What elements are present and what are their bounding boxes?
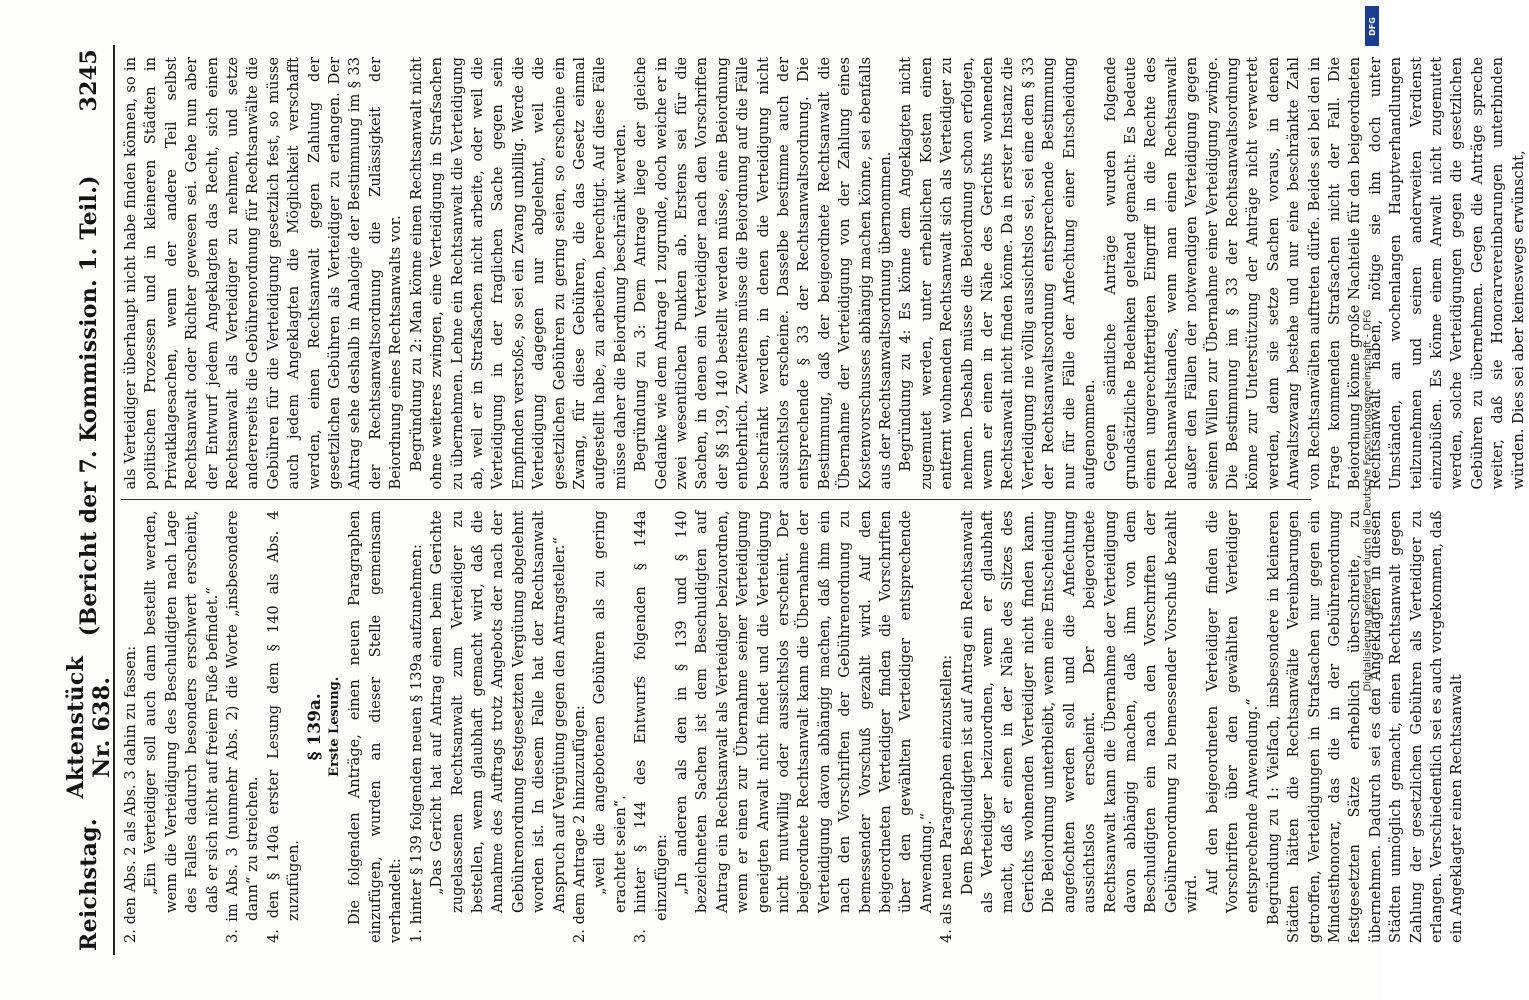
paragraph: 2. dem Antrage 2 hinzuzufügen: — [570, 705, 588, 943]
paragraph: 1. hinter § 139 folgenden neuen § 139a aufzunehmen: — [407, 544, 425, 943]
paragraph: Die folgenden Anträge, einen neuen Paragraphen einzufügen, wurden an dieser Stelle gemeinsam verhandelt: — [346, 510, 405, 943]
header-report-title: (Bericht der 7. Kommission. 1. Teil.) — [76, 175, 102, 637]
column-right — [121, 49, 1527, 498]
paragraph: Gegen sämtliche Anträge wurden folgende grundsätzliche Bedenken geltend gemacht: Es bedeute einen ungerechtfertigten Eingriff in die Rechte des Rechtsanwaltstandes, wenn man einen Rechtsanwalt außer den Fällen der notwendigen Verteidigung gegen seinen Willen zur Übernahme einer Verteidigung zwinge. Die Bestimmung im § 33 der Rechtsanwaltsordnung könne zur Unterstützung der Anträge nicht verwertet werden, denn sie setze Sachen voraus, in denen Anwaltszwang bestehe und nur eine beschränkte Zahl von Rechtsanwälten auftreten dürfe. Beides sei bei den in Frage kommenden Strafsachen nicht der Fall. Die Beiordnung könne große Nachteile für den beigeordneten Rechtsanwalt haben, nötige sie ihn doch unter Umständen, an wochenlangen Hauptverhandlungen teilzunehmen und seinen anderweiten Verdienst einzubüßen. Es könne einem Anwalt nicht zugemutet werden, solche Verteidigungen gegen die gesetzlichen Gebühren zu übernehmen. Gegen die Anträge spreche weiter, daß sie Honorarvereinbarungen unterbinden würden. Dies sei aber keineswegs erwünscht, — [1101, 57, 1527, 490]
paragraph: Begründung zu 2: Man könne einen Rechtsanwalt nicht ohne weiteres zwingen, eine Verteidigung in Strafsachen zu übernehmen. Lehne ein Rechtsanwalt die Verteidigung ab, weil er in Strafsachen nicht arbeite, oder weil die Verteidigung in der fraglichen Sache gegen sein Empfinden verstoße, so sei ein Zwang unbillig. Werde die Verteidigung dagegen nur abgelehnt, weil die gesetzlichen Gebühren zu gering seien, so erscheine ein Zwang, für diese Gebühren, die das Gesetz einmal aufgestellt habe, zu arbeiten, berechtigt. Auf diese Fälle müsse daher die Beiordnung beschränkt werden. — [407, 57, 629, 490]
digitization-note-text: Digitalisierung gefördert durch die Deutsche Forschungsgemeinschaft - DFG — [1362, 308, 1374, 692]
paragraph: Auf den beigeordneten Verteidiger finden die Vorschriften über den gewählten Verteidiger entsprechende Anwendung.“ — [1203, 510, 1262, 913]
page-number: 3245 — [76, 49, 102, 112]
paragraph: „weil die angebotenen Gebühren als zu gering erachtet seien“. — [591, 510, 629, 913]
paragraph: 3. hinter § 144 des Entwurfs folgenden § 144a einzufügen: — [632, 510, 670, 943]
paragraph: 3. im Abs. 3 (nunmehr Abs. 2) die Worte „insbesondere dann“ zu streichen. — [224, 510, 262, 943]
paragraph: Begründung zu 1: Vielfach, insbesondere in kleineren Städten hätten die Rechtsanwälte Vereinbarungen getroffen, Verteidigungen in Strafsachen nur gegen ein Mindesthonorar, das die in der Gebührenordnung festgesetzten Sätze erheblich überschreite, zu übernehmen. Dadurch sei es den Angeklagten in diesen Städten unmöglich gemacht, einen Rechtsanwalt gegen Zahlung der gesetzlichen Gebühren als Verteidiger zu erlangen. Verschiedentlich sei es auch vorgekommen, daß ein Angeklagter einen Rechtsanwalt — [1264, 510, 1466, 943]
paragraph: Begründung zu 3: Dem Antrage liege der gleiche Gedanke wie dem Antrage 1 zugrunde, doch weiche er in zwei wesentlichen Punkten ab. Erstens sei für die Sachen, in denen ein Verteidiger nach den Vorschriften der §§ 139, 140 bestellt werden müsse, eine Beiordnung entbehrlich. Zweitens müsse die Beiordnung auf die Fälle beschränkt werden, in denen die Verteidigung nicht aussichtslos erscheine. Dasselbe bestimme auch der entsprechende § 33 der Rechtsanwaltsordnung. Die Bestimmung, daß der beigeordnete Rechtsanwalt die Übernahme der Verteidigung von der Zahlung eines Kostenvorschusses abhängig machen könne, sei ebenfalls aus der Rechtsanwaltsordnung übernommen. — [632, 57, 895, 490]
paragraph: 2. den Abs. 2 als Abs. 3 dahin zu fassen: — [122, 645, 139, 943]
paragraph: Dem Beschuldigten ist auf Antrag ein Rechtsanwalt als Verteidiger beizuordnen, wenn er glaubhaft macht, daß er einen in der Nähe des Sitzes des Gerichts wohnenden Verteidiger nicht finden kann. Die Beiordnung unterbleibt, wenn eine Entscheidung angefochten werden soll und die Anfechtung aussichtslos erscheint. Der beigeordnete Rechtsanwalt kann die Übernahme der Verteidigung davon abhängig machen, daß ihm von dem Beschuldigten ein nach den Vorschriften der Gebührenordnung zu bemessender Vorschuß bezahlt wird. — [958, 510, 1201, 913]
header-right — [76, 49, 102, 636]
paragraph: „In anderen als den in § 139 und § 140 bezeichneten Sachen ist dem Beschuldigten auf Antrag ein Rechtsanwalt als Verteidiger beizuordnen, wenn er einen zur Übernahme seiner Verteidigung geneigten Anwalt nicht findet und die Verteidigung nicht mutwillig oder aussichtslos erscheint. Der beigeordnete Rechtsanwalt kann die Übernahme der Verteidigung davon abhängig machen, daß ihm ein nach den Vorschriften der Gebührenordnung zu bemessender Vorschuß gezahlt wird. Auf den beigeordneten Verteidiger finden die Vorschriften über den gewählten Verteidiger entsprechende Anwendung.“ — [672, 510, 935, 913]
header-left-title: Reichstag. — [76, 818, 102, 951]
digitization-note — [1357, 4, 1379, 996]
paragraph: „Das Gericht hat auf Antrag einen beim Gerichte zugelassenen Rechtsanwalt zum Verteidiger zu bestellen, wenn glaubhaft gemacht wird, daß die Annahme des Auftrags trotz Angebots der nach der Gebührenordnung festgesetzten Vergütung abgelehnt worden ist. In diesem Falle hat der Rechtsanwalt Anspruch auf Vergütung gegen den Antragsteller.“ — [428, 510, 568, 913]
column-left — [121, 503, 1466, 952]
paragraph: 4. als neuen Paragraphen einzustellen: — [938, 654, 956, 943]
header-rule — [113, 45, 115, 955]
paragraph: Begründung zu 4: Es könne dem Angeklagten nicht zugemutet werden, unter erheblichen Kosten einen entfernt wohnenden Rechtsanwalt sich als Verteidiger zu nehmen. Deshalb müsse die Beiordnung schon erfolgen, wenn er einen in der Nähe des Gerichts wohnenden Rechtsanwalt nicht finden könne. Da in erster Instanz die Verteidigung nie völlig aussichtslos sei, sei eine dem § 33 der Rechtsanwaltsordnung entsprechende Bestimmung nur für die Fälle der Anfechtung einer Entscheidung aufgenommen. — [897, 57, 1099, 490]
dfg-logo-text: DFG — [1367, 16, 1377, 36]
page-header — [63, 49, 115, 951]
paragraph: „Ein Verteidiger soll auch dann bestellt werden, wenn die Verteidigung des Beschuldigten nach Lage des Falles dadurch besonders erschwert erscheint, daß er sich nicht auf freiem Fuße befindet.“ — [142, 510, 221, 913]
header-document-number: Aktenstück Nr. 638. — [63, 655, 115, 799]
paragraph: 4. den § 140a erster Lesung dem § 140 als Abs. 4 zuzufügen. — [264, 510, 303, 943]
paragraph: als Verteidiger überhaupt nicht habe finden können, so in politischen Prozessen und in kleineren Städten in Privatklagesachen, wenn der andere Teil selbst Rechtsanwalt oder Richter gewesen sei. Gehe nun aber der Entwurf jedem Angeklagten das Recht, sich einen Rechtsanwalt als Verteidiger zu nehmen, und setze andererseits die Gebührenordnung für Rechtsanwälte die Gebühren für die Verteidigung gesetzlich fest, so müsse auch jedem Angeklagten die Möglichkeit verschafft werden, einen Rechtsanwalt gegen Zahlung der gesetzlichen Gebühren als Verteidiger zu erlangen. Der Antrag sehe deshalb in Analogie der Bestimmung im § 33 der Rechtsanwaltsordnung die Zulässigkeit der Beiordnung eines Rechtsanwalts vor. — [122, 57, 405, 490]
section-title: § 139a. — [304, 693, 325, 761]
section-subtitle: Erste Lesung. — [327, 676, 343, 777]
column-divider — [121, 500, 1311, 501]
